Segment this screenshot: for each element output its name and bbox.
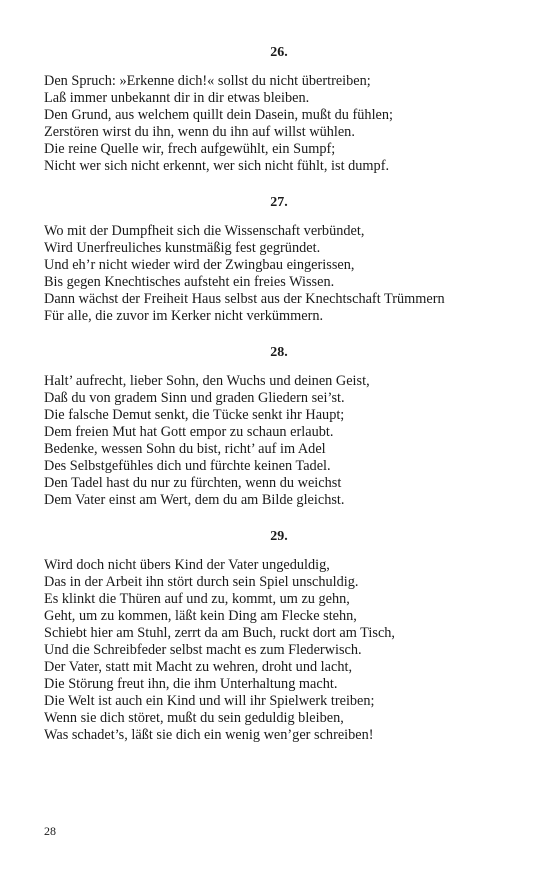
verse-line: Zerstören wirst du ihn, wenn du ihn auf willst wühlen. [44, 124, 355, 140]
verse-line: Dem freien Mut hat Gott empor zu schaun erlaubt. [44, 424, 334, 440]
verse-line: Wird doch nicht übers Kind der Vater ungeduldig, [44, 557, 330, 573]
poem-number: 29. [270, 529, 288, 544]
page-body [44, 44, 514, 763]
verse-line: Es klinkt die Thüren auf und zu, kommt, um zu gehn, [44, 591, 350, 607]
verse-line: Die reine Quelle wir, frech aufgewühlt, ein Sumpf; [44, 141, 336, 157]
verse-line: Wenn sie dich störet, mußt du sein geduldig bleiben, [44, 710, 344, 726]
verse-line: Dann wächst der Freiheit Haus selbst aus der Knechtschaft Trümmern [44, 291, 445, 307]
verse-line: Den Tadel hast du nur zu fürchten, wenn du weichst [44, 475, 342, 491]
verse-line: Dem Vater einst am Wert, dem du am Bilde gleichst. [44, 492, 345, 508]
verse-line: Nicht wer sich nicht erkennt, wer sich nicht fühlt, ist dumpf. [44, 158, 390, 174]
page-number: 28 [44, 824, 56, 838]
verse-line: Des Selbstgefühles dich und fürchte keinen Tadel. [44, 458, 331, 474]
poem-number: 27. [270, 195, 288, 210]
poem-section [44, 194, 514, 325]
poem-section [44, 528, 514, 744]
verse-line: Den Grund, aus welchem quillt dein Dasein, mußt du fühlen; [44, 107, 394, 123]
verse-line: Den Spruch: »Erkenne dich!« sollst du nicht übertreiben; [44, 73, 371, 89]
verse-line: Was schadet’s, läßt sie dich ein wenig wen’ger schreiben! [44, 727, 374, 743]
poem-number: 28. [270, 345, 288, 360]
verse-line: Schiebt hier am Stuhl, zerrt da am Buch, ruckt dort am Tisch, [44, 625, 396, 641]
verse-line: Halt’ aufrecht, lieber Sohn, den Wuchs und deinen Geist, [44, 373, 370, 389]
verse-line: Für alle, die zuvor im Kerker nicht verkümmern. [44, 308, 324, 324]
verse-line: Die falsche Demut senkt, die Tücke senkt ihr Haupt; [44, 407, 345, 423]
poem-list [44, 44, 514, 744]
poem-number: 26. [270, 45, 288, 60]
verse-line: Die Welt ist auch ein Kind und will ihr Spielwerk treiben; [44, 693, 375, 709]
verse-line: Und die Schreibfeder selbst macht es zum Flederwisch. [44, 642, 362, 658]
verse-line: Geht, um zu kommen, läßt kein Ding am Flecke stehn, [44, 608, 357, 624]
verse-line: Bis gegen Knechtisches aufsteht ein freies Wissen. [44, 274, 335, 290]
verse-line: Daß du von gradem Sinn und graden Gliedern sei’st. [44, 390, 345, 406]
verse-line: Das in der Arbeit ihn stört durch sein Spiel unschuldig. [44, 574, 359, 590]
poem-section [44, 344, 514, 509]
verse-line: Wird Unerfreuliches kunstmäßig fest gegründet. [44, 240, 321, 256]
verse-line: Laß immer unbekannt dir in dir etwas bleiben. [44, 90, 310, 106]
verse-line: Und eh’r nicht wieder wird der Zwingbau eingerissen, [44, 257, 355, 273]
verse-line: Bedenke, wessen Sohn du bist, richt’ auf im Adel [44, 441, 326, 457]
verse-line: Die Störung freut ihn, die ihm Unterhaltung macht. [44, 676, 338, 692]
verse-line: Der Vater, statt mit Macht zu wehren, droht und lacht, [44, 659, 353, 675]
verse-line: Wo mit der Dumpfheit sich die Wissenschaft verbündet, [44, 223, 365, 239]
poem-section [44, 44, 514, 175]
